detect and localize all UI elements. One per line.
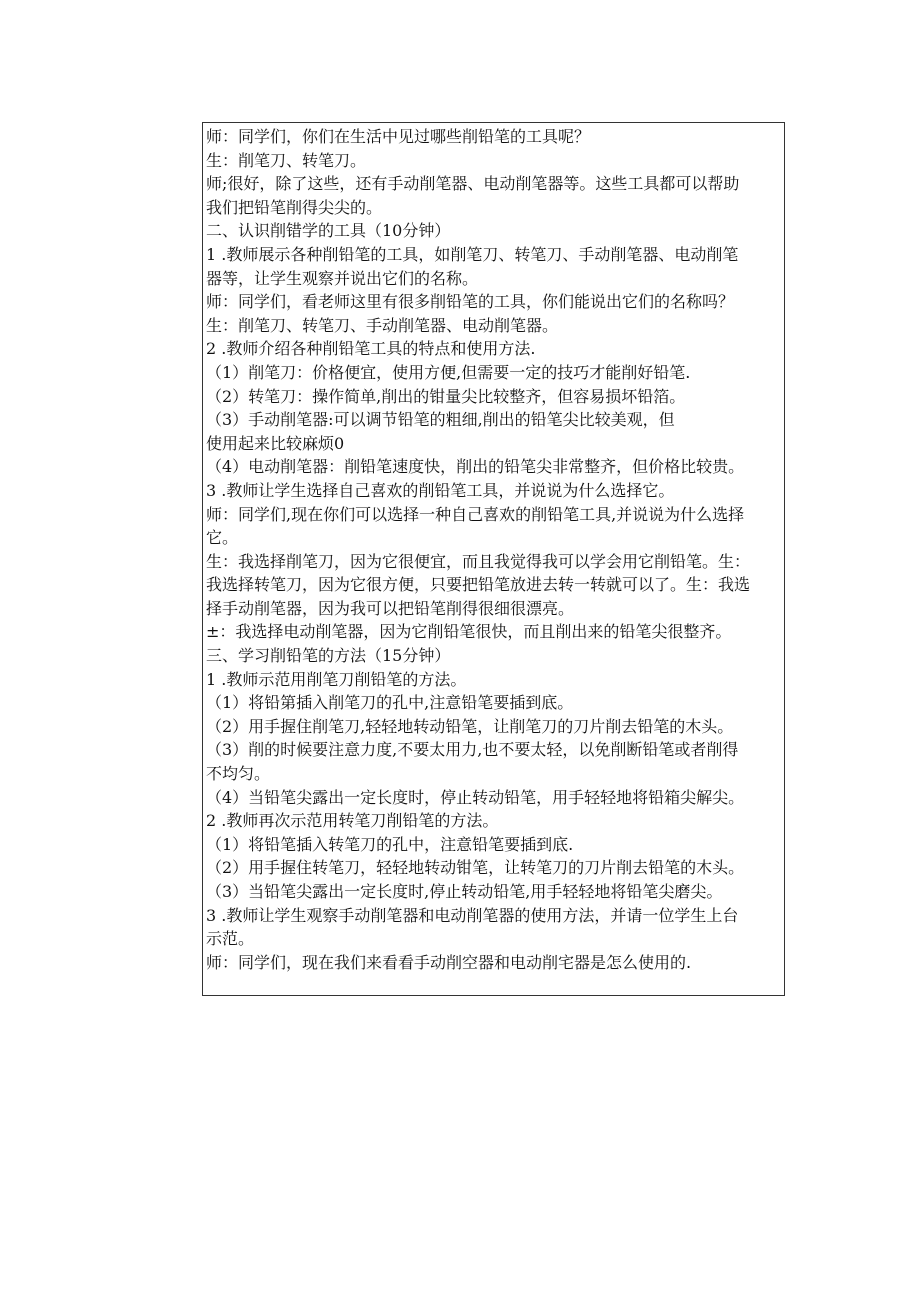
text-line: （3）当铅笔尖露出一定长度时,停止转动铅笔,用手轻轻地将铅笔尖磨尖。 bbox=[206, 882, 723, 901]
text-line: （2）用手握住转笔刀，轻轻地转动钳笔，让转笔刀的刀片削去铅笔的木头。 bbox=[206, 858, 745, 878]
text-line: （2）转笔刀：操作简单,削出的钳量尖比较整齐，但容易损坏铅箔。 bbox=[206, 386, 686, 406]
text-line: 师：同学们，看老师这里有很多削铅笔的工具，你们能说出它们的名称吗？ bbox=[206, 292, 735, 312]
text-line: （4）电动削笔器：削铅笔速度快，削出的铅笔尖非常整齐，但价格比较贵。 bbox=[206, 457, 745, 477]
text-line: 不均匀。 bbox=[206, 764, 271, 784]
section-heading: 二、认识削错学的工具（10分钟） bbox=[206, 221, 451, 241]
text-line: （3）手动削笔器:可以调节铅笔的粗细,削出的铅笔尖比较美观，但 bbox=[206, 410, 675, 430]
text-line: （2）用手握住削笔刀,轻轻地转动铅笔，让削笔刀的刀片削去铅笔的木头。 bbox=[206, 716, 734, 736]
text-line: 它。 bbox=[206, 528, 239, 548]
text-line: 我们把铅笔削得尖尖的。 bbox=[206, 197, 383, 217]
text-line: 使用起来比较麻烦0 bbox=[206, 433, 345, 453]
text-line: （1）削笔刀：价格便宜，使用方便,但需要一定的技巧才能削好铅笔. bbox=[206, 362, 691, 382]
text-line: 生：我选择削笔刀，因为它很便宜，而且我觉得我可以学会用它削铅笔。生： bbox=[206, 551, 751, 571]
text-line: 示范。 bbox=[206, 929, 255, 949]
text-line: 师：同学们，你们在生活中见过哪些削铅笔的工具呢？ bbox=[206, 127, 591, 146]
text-line: 师;很好，除了这些，还有手动削笔器、电动削笔器等。这些工具都可以帮助 bbox=[206, 174, 740, 194]
text-line: 器等，让学生观察并说出它们的名称。 bbox=[206, 268, 479, 288]
text-line: 3 .教师让学生选择自己喜欢的削铅笔工具，并说说为什么选择它。 bbox=[206, 480, 675, 500]
text-line: 生：削笔刀、转笔刀、手动削笔器、电动削笔器。 bbox=[206, 315, 559, 335]
text-line: 2 .教师介绍各种削铅笔工具的特点和使用方法. bbox=[206, 339, 536, 359]
text-line: （1）将铅第插入削笔刀的孔中,注意铅笔要插到底。 bbox=[206, 693, 574, 713]
text-line: 师：同学们,现在你们可以选择一种自己喜欢的削铅笔工具,并说说为什么选择 bbox=[206, 504, 745, 524]
text-line: 我选择转笔刀，因为它很方便，只要把铅笔放进去转一转就可以了。生：我选 bbox=[206, 575, 751, 595]
text-line: 1 .教师示范用削笔刀削铅笔的方法。 bbox=[206, 669, 467, 689]
text-line: 1 .教师展示各种削铅笔的工具，如削笔刀、转笔刀、手动削笔器、电动削笔 bbox=[206, 244, 739, 264]
section-heading: 三、学习削铅笔的方法（15分钟） bbox=[206, 646, 451, 666]
text-line: 择手动削笔器，因为我可以把铅笔削得很细很漂亮。 bbox=[206, 598, 575, 618]
text-line: （1）将铅笔插入转笔刀的孔中，注意铅笔要插到底. bbox=[206, 834, 574, 854]
text-line: ±：我选择电动削笔器，因为它削铅笔很快，而且削出来的铅笔尖很整齐。 bbox=[206, 622, 732, 642]
text-line: 2 .教师再次示范用转笔刀削铅笔的方法。 bbox=[206, 811, 499, 831]
text-line: 生：削笔刀、转笔刀。 bbox=[206, 150, 367, 170]
text-line: 师：同学们，现在我们来看看手动削空器和电动削宅器是怎么使用的. bbox=[206, 952, 692, 972]
text-line: 3 .教师让学生观察手动削笔器和电动削笔器的使用方法，并请一位学生上台 bbox=[206, 905, 739, 925]
lesson-text-box bbox=[202, 122, 785, 996]
text-line: （4）当铅笔尖露出一定长度时，停止转动铅笔，用手轻轻地将铅箱尖解尖。 bbox=[206, 787, 745, 807]
text-line: （3）削的时候要注意力度,不要太用力,也不要太轻，以免削断铅笔或者削得 bbox=[206, 740, 739, 760]
